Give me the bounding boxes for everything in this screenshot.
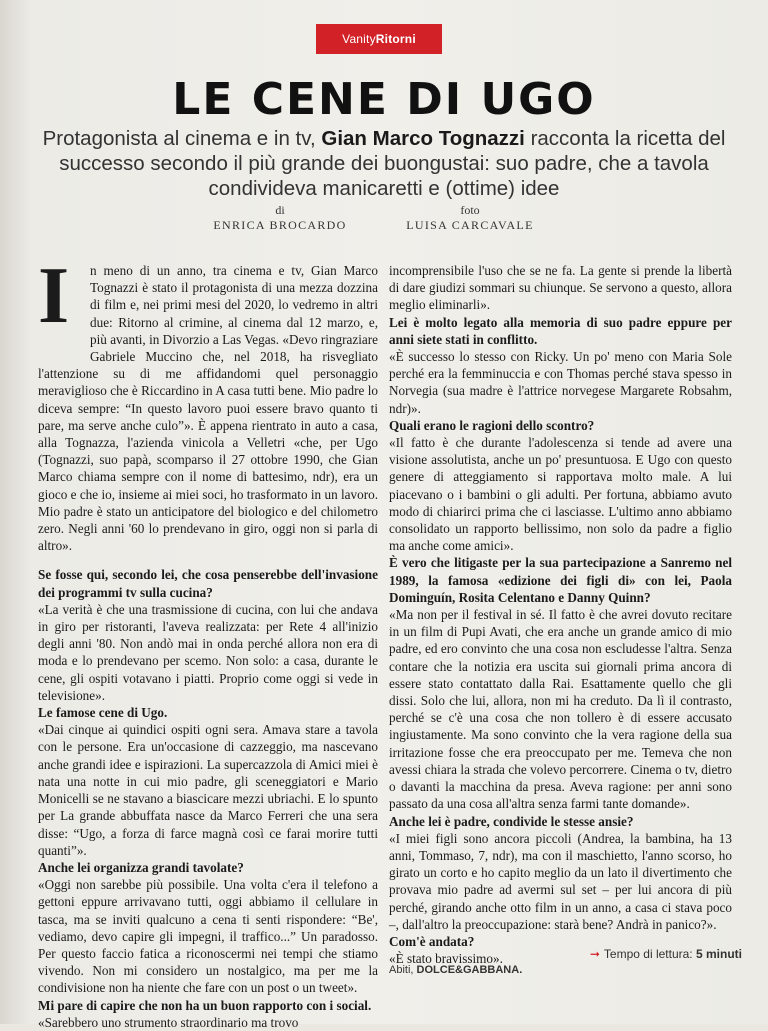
subtitle-part1: Protagonista al cinema e in tv, (42, 127, 322, 150)
answer: «I miei figli sono ancora piccoli (Andrea, la bambina, ha 13 anni, Tommaso, 7, ndr), ma con il maschietto, l'anno scorso, ho girato un corto e ho capito meglio da un lato il divertimento che provava mio padre ad avermi sul set – per lui ancora di più perché, girando anche otto film in un anno, a casa ci stava poco –, dall'altro la preoccupazione: starà bene? Andrà in panico?». (389, 830, 732, 932)
question: Le famose cene di Ugo. (38, 705, 168, 721)
answer: «Il fatto è che durante l'adolescenza si tende ad avere una visione assolutista, anche un po' presuntuosa. E Ugo con questo genere di atteggiamento si rapportava molto male. A lui piacevano o i bambini o gli adulti. Per fortuna, abbiamo avuto modo di chiarirci prima che ci lasciasse. L'ultimo anno abbiamo consolidato un rapporto bellissimo, non solo da padre a figlio ma anche come amici». (389, 435, 732, 554)
answer-continued: incomprensibile l'uso che se ne fa. La gente si prende la libertà di dare giudizi sommari su chiunque. Se servono a questo, allora meglio eliminarli». (389, 263, 732, 313)
photo-credit (360, 203, 580, 233)
reading-label: Tempo di lettura: (603, 947, 693, 961)
badge-bold: Ritorni (375, 32, 416, 46)
question: Lei è molto legato alla memoria di suo padre eppure per anni siete stati in conflitto. (389, 314, 732, 347)
question: Com'è andata? (389, 933, 475, 949)
badge-prefix: Vanity (342, 32, 376, 46)
photo-role: foto (460, 203, 480, 217)
right-column (389, 262, 732, 967)
article-title: LE CENE DI UGO (172, 74, 596, 125)
question: Se fosse qui, secondo lei, che cosa penserebbe dell'invasione dei programmi tv sulla cucina? (38, 567, 378, 600)
reading-time (590, 947, 742, 961)
abiti-label: Abiti, (389, 964, 414, 976)
arrow-right-icon: ➞ (589, 947, 600, 961)
question: Quali erano le ragioni dello scontro? (389, 417, 595, 433)
clothing-credit (389, 964, 522, 976)
question: È vero che litigaste per la sua partecipazione a Sanremo nel 1989, la famosa «edizione dei figli di» con lei, Paola Dominguín, Rosita Celentano e Danny Quinn? (389, 555, 732, 605)
answer: «La verità è che una trasmissione di cucina, con lui che andava in giro per ristoranti, l'aveva realizzata: per Rete 4 all'inizio degli anni '80. Non andò mai in onda perché allora non era di moda e lo prendevano per scemo. Non solo: a casa, durante le cene, gli ospiti votavano i piatti. Proprio come oggi si vede in televisione». (38, 601, 378, 703)
reading-value: 5 minuti (695, 947, 742, 961)
drop-cap: I (38, 252, 70, 340)
answer: «Ma non per il festival in sé. Il fatto è che avrei dovuto recitare in un film di Pupi Avati, che era anche un grande amico di mio padre, ed ero convinto che una cosa non escludesse l'altra. Senza contare che la notizia era uscita sui giornali prima ancora di essere stato contattato dalla Rai. Esattamente quello che gli dissi. Solo che lui, allora, non mi ha creduto. Da lì il contrasto, perché se c'è una cosa che non tollero è di essere accusato ingiustamente. Ma sono convinto che la vera ragione della sua irritazione fosse che era preoccupato per me. Temeva che non avessi chiara la strada che volevo percorrere. Cinema o tv, dietro o davanti la macchina da presa. Aveva ragione: per anni sono passato da una cosa all'altra senza farmi tante domande». (389, 607, 732, 812)
author-credit (170, 203, 390, 233)
author-name: ENRICA BROCARDO (213, 218, 347, 232)
answer: «È successo lo stesso con Ricky. Un po' meno con Maria Sole perché era la femminuccia e con Thomas perché stava spesso in Norvegia (sua madre è l'attrice norvegese Margarete Robsahm, ndr)». (389, 349, 732, 416)
question: Anche lei organizza grandi tavolate? (38, 859, 244, 875)
abiti-brand: DOLCE&GABBANA. (416, 964, 523, 976)
question: Anche lei è padre, condivide le stesse ansie? (389, 813, 634, 829)
answer: «È stato bravissimo». (389, 951, 503, 967)
answer: «Oggi non sarebbe più possibile. Una volta c'era il telefono a gettoni eppure arrivavano tutti, oggi abbiamo il cellulare in tasca, ma se inviti qualcuno a cena ti senti rispondere: “Be', vediamo, devo capire gli impegni, il traffico...” Un paradosso. Per questo faccio fatica a riconoscermi nei tempi che stiamo vivendo. Non mi considero un nostalgico, ma per me la condivisione non ha niente che fare con un post o un tweet». (38, 877, 378, 996)
subtitle-part2: racconta la ricetta del successo secondo il più grande dei buongustai: suo padre, che a tavola condivideva manicaretti e (ottime) idee (59, 127, 726, 200)
intro-paragraph (38, 252, 378, 554)
subtitle-name: Gian Marco Tognazzi (321, 127, 525, 150)
article-subtitle (40, 126, 728, 201)
photo-name: LUISA CARCAVALE (406, 218, 534, 232)
author-role: di (275, 203, 285, 217)
answer: «Dai cinque ai quindici ospiti ogni sera. Amava stare a tavola con le persone. Era un'occasione di cazzeggio, ma nascevano anche grandi idee e ispirazioni. La supercazzola di Amici miei è nata una notte in cui mio padre, gli sceneggiatori e Mario Monicelli se ne stavano a biascicare mezzi ubriachi. E lo spunto per La grande abbuffata nasce da Marco Ferreri che una sera disse: “Ugo, a forza di farce magnà così ce farai morire tutti quanti”». (38, 722, 378, 858)
question: Mi pare di capire che non ha un buon rapporto con i social. (38, 997, 372, 1013)
left-column (38, 252, 378, 1031)
answer: «Sarebbero uno strumento straordinario ma trovo (38, 1014, 299, 1030)
section-badge (316, 24, 442, 54)
intro-text: n meno di un anno, tra cinema e tv, Gian Marco Tognazzi è stato il protagonista di una mezza dozzina di film e, nei primi mesi del 2020, lo vedremo in altri due: Ritorno al crimine, al cinema dal 12 marzo, e, più avanti, in Divorzio a Las Vegas. «Devo ringraziare Gabriele Muccino che, nel 2018, ha risvegliato l'attenzione su di me affidandomi quel personaggio meraviglioso che è Riccardino in A casa tutti bene. Mio padre lo diceva sempre: “In questo lavoro puoi essere bravo quanto ti pare, ma serve anche culo”». È appena rientrato in auto a casa, alla Tognazza, l'azienda vinicola a Velletri «che, per Ugo (Tognazzi, suo papà, scomparso il 27 ottobre 1990, che Gian Marco chiama sempre con il nome di battesimo, ndr), era un gioco e che io, insieme ai miei soci, ho trasformato in un lavoro. Mio padre è stato un anticipatore del biologico e del chilometro zero. Negli anni '60 lo prendevano in giro, oggi non si parla di altro». (38, 263, 378, 554)
